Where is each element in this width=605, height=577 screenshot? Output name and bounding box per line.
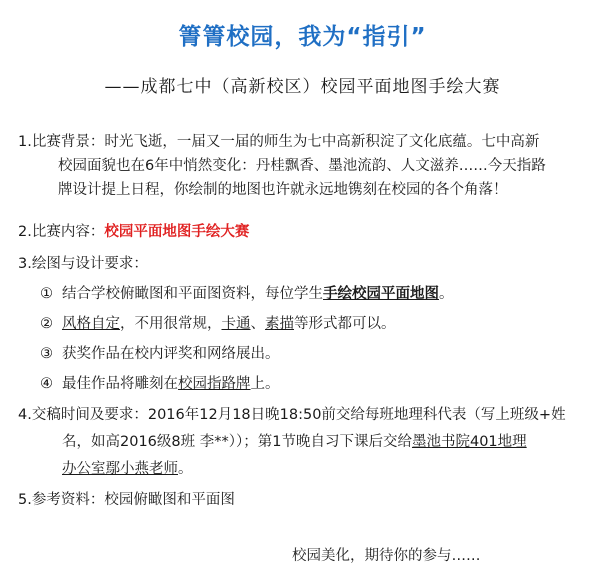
submission-line-1: 2016年12月18日晚18:50前交给每班地理科代表（写上班级+姓 [147, 407, 566, 423]
item-emphasis: 风格自定 [62, 316, 120, 332]
requirement-item-4 [40, 372, 280, 393]
requirements-label: 3.绘图与设计要求： [18, 256, 148, 272]
item-text: 最佳作品将雕刻在 [62, 376, 178, 392]
item-text: 结合学校俯瞰图和平面图资料，每位学生 [62, 286, 323, 302]
background-line-2: 校园面貌也在6年中悄然变化：丹桂飘香、墨池流韵、人文滋养……今天指路 [58, 158, 546, 174]
section-submission [18, 402, 598, 483]
item-number: ② [40, 316, 53, 332]
submission-line-2 [18, 429, 598, 456]
submission-label: 4.交稿时间及要求： [18, 407, 148, 423]
requirement-item-2 [40, 312, 396, 333]
requirement-item-1 [40, 282, 454, 303]
item-emphasis: 手绘校园平面地图 [323, 286, 439, 302]
item-emphasis-cartoon: 卡通 [221, 316, 251, 332]
background-line-1: 时光飞逝，一届又一届的师生为七中高新积淀了文化底蕴。七中高新 [104, 134, 540, 150]
submission-line-2-text: 名，如高2016级8班 李**））；第1节晚自习下课后交给 [62, 434, 412, 450]
page-subtitle: ——成都七中（高新校区）校园平面地图手绘大赛 [104, 77, 501, 97]
item-text-end: 上。 [250, 376, 280, 392]
requirement-item-3 [40, 342, 280, 363]
submission-location: 墨池书院401地理 [411, 434, 527, 450]
submission-line-3-end: 。 [178, 461, 193, 477]
background-line-3: 牌设计提上日程，你绘制的地图也许就永远地镌刻在校园的各个角落！ [58, 182, 508, 198]
content-value: 校园平面地图手绘大赛 [104, 224, 250, 240]
closing-text: 校园美化，期待你的参与…… [292, 548, 481, 564]
item-number: ① [40, 286, 53, 302]
item-text: 获奖作品在校内评奖和网络展出。 [62, 346, 280, 362]
background-label: 1.比赛背景： [18, 134, 105, 150]
item-emphasis: 校园指路牌 [178, 376, 251, 392]
item-number: ③ [40, 346, 53, 362]
submission-teacher: 办公室鄢小燕老师 [62, 461, 178, 477]
page-title: 箐箐校园，我为“指引” [178, 24, 427, 50]
section-content [18, 220, 249, 241]
item-emphasis-sketch: 素描 [265, 316, 294, 332]
content-label: 2.比赛内容： [18, 224, 105, 240]
item-text: ，不用很常规， [120, 316, 222, 332]
submission-line-3 [18, 456, 598, 483]
section-background [18, 130, 593, 202]
item-separator: 、 [250, 316, 265, 332]
item-number: ④ [40, 376, 53, 392]
references-label: 5.参考资料： [18, 492, 105, 508]
references-value: 校园俯瞰图和平面图 [104, 492, 235, 508]
section-references [18, 488, 235, 509]
item-text-end: 。 [439, 286, 454, 302]
item-text-end: 等形式都可以。 [294, 316, 396, 332]
